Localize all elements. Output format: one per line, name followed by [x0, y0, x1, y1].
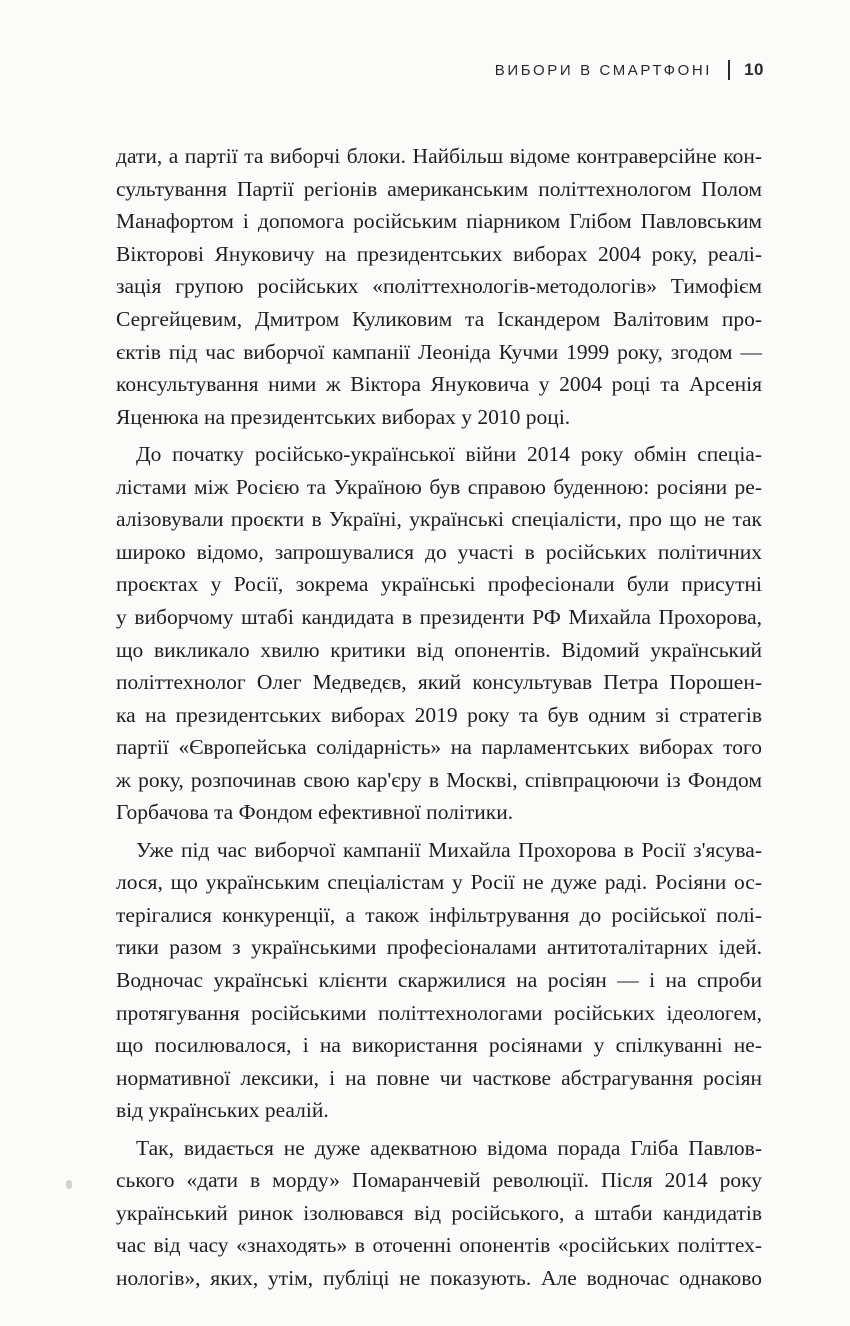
text-line: лося, що українським спеціалістам у Росії не дуже раді. Росіяни ос- [116, 870, 762, 895]
text-line: дати, а партії та виборчі блоки. Найбільш відоме контраверсійне кон- [116, 144, 762, 168]
paragraph [116, 140, 762, 433]
text-line: Сергейцевим, Дмитром Куликовим та Іскандером Валітовим про- [116, 306, 762, 331]
body-text [116, 140, 762, 1299]
text-line: Горбачова та Фондом ефективної політики. [116, 800, 514, 825]
text-line: Вікторові Януковичу на президентських виборах 2004 року, реалі- [116, 241, 762, 266]
text-line: нормативної лексики, і на повне чи часткове абстрагування росіян [116, 1065, 762, 1090]
text-line: ського «дати в морду» Помаранчевій революції. Після 2014 року [116, 1168, 762, 1193]
page-number: 10 [744, 60, 764, 79]
header-divider [728, 60, 730, 80]
text-line: протягування російськими політтехнологами російських ідеологем, [116, 1000, 762, 1025]
text-line: консультування ними ж Віктора Януковича у 2004 році та Арсенія [116, 372, 762, 397]
running-header [495, 60, 764, 80]
text-line: Так, видається не дуже адекватною відома порада Гліба Павлов- [136, 1135, 762, 1160]
text-line: ка на президентських виборах 2019 року та був одним зі стратегів [116, 702, 762, 727]
paragraph [116, 438, 762, 829]
text-line: ж року, розпочинав свою кар'єру в Москві, співпрацюючи із Фондом [116, 767, 762, 792]
running-title: ВИБОРИ В СМАРТФОНІ [494, 61, 713, 79]
text-line: український ринок ізолювався від російського, а штаби кандидатів [116, 1200, 762, 1225]
paper-speck [66, 1180, 72, 1189]
text-line: алізовували проєкти в Україні, українські спеціалісти, про що не так [116, 507, 762, 532]
text-line: терігалися конкуренції, а також інфільтрування до російської полі- [116, 902, 762, 927]
text-line: що викликало хвилю критики від опонентів. Відомий український [116, 637, 762, 662]
text-line: Яценюка на президентських виборах у 2010 році. [116, 404, 571, 429]
text-line: тики разом з українськими професіоналами антитоталітарних ідей. [116, 935, 762, 960]
text-line: нологів», яких, утім, публіці не показують. Але водночас однаково [116, 1265, 762, 1290]
text-line: широко відомо, запрошувалися до участі в російських політичних [116, 539, 762, 564]
text-line: Манафортом і допомога російським піарником Глібом Павловським [116, 209, 762, 234]
text-line: у виборчому штабі кандидата в президенти РФ Михайла Прохорова, [116, 604, 762, 629]
text-line: час від часу «знаходять» в оточенні опонентів «російських політтех- [116, 1233, 762, 1258]
text-line: Уже під час виборчої кампанії Михайла Прохорова в Росії з'ясува- [136, 837, 762, 862]
text-line: від українських реалій. [116, 1098, 329, 1123]
text-line: єктів під час виборчої кампанії Леоніда Кучми 1999 року, згодом — [116, 339, 762, 364]
text-line: партії «Європейська солідарність» на парламентських виборах того [116, 735, 762, 760]
text-line: проєктах у Росії, зокрема українські професіонали були присутні [116, 572, 762, 597]
text-line: сультування Партії регіонів американським політтехнологом Полом [116, 176, 762, 201]
paragraph [116, 1132, 762, 1295]
text-line: що посилювалося, і на використання росіянами у спілкуванні не- [116, 1033, 762, 1058]
text-line: лістами між Росією та Україною був справою буденною: росіяни ре- [116, 474, 762, 499]
text-line: Водночас українські клієнти скаржилися на росіян — і на спроби [116, 968, 762, 993]
text-line: До початку російсько-української війни 2014 року обмін спеціа- [136, 441, 762, 466]
text-line: зація групою російських «політтехнологів-методологів» Тимофієм [116, 274, 762, 299]
text-line: політтехнолог Олег Медведєв, який консультував Петра Порошен- [116, 670, 762, 695]
paragraph [116, 834, 762, 1127]
